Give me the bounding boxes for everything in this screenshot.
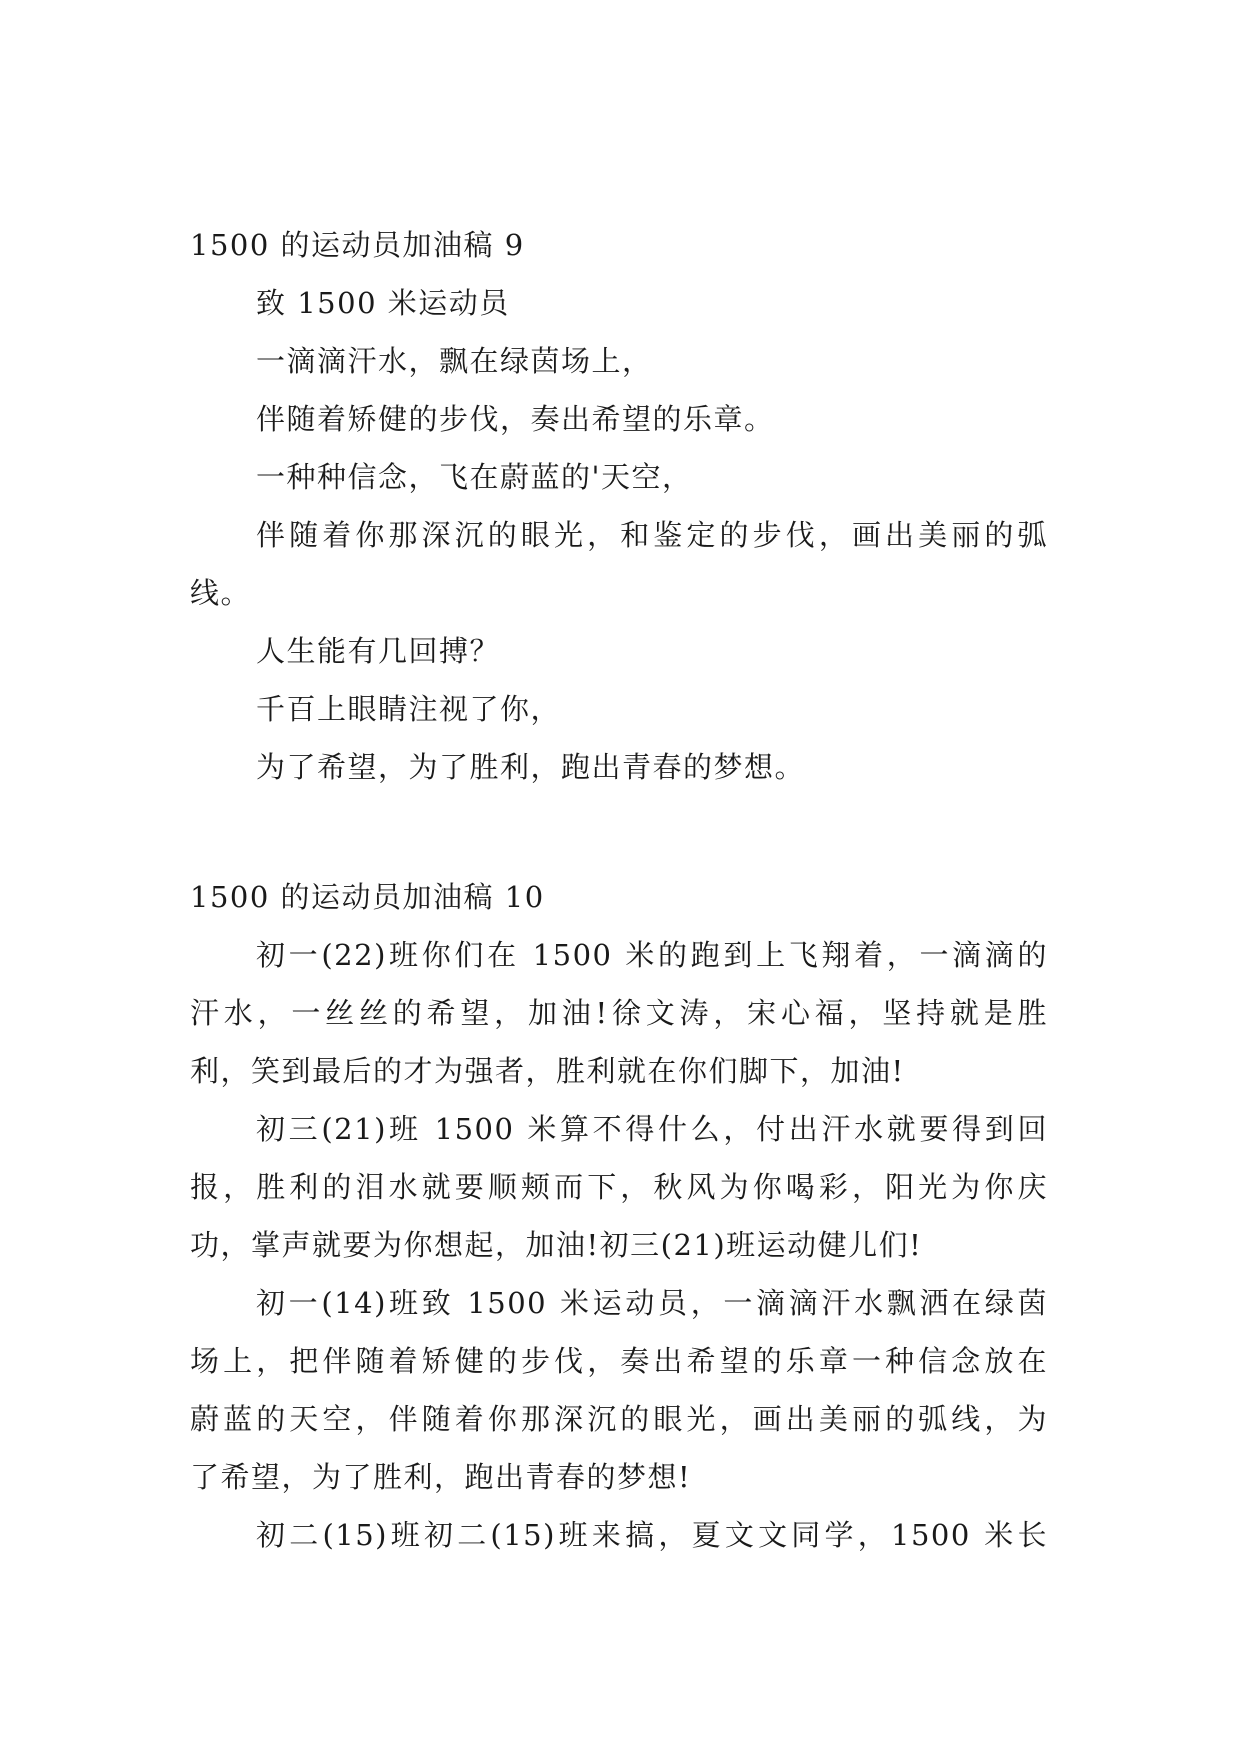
section-9-line: 线。 (190, 576, 252, 610)
section-10-line: 功，掌声就要为你想起，加油!初三(21)班运动健儿们! (190, 1228, 923, 1262)
section-9-line: 一种种信念，飞在蔚蓝的'天空， (256, 460, 693, 494)
section-10-line: 蔚蓝的天空，伴随着你那深沉的眼光，画出美丽的弧线，为 (190, 1402, 1048, 1436)
section-10-line: 了希望，为了胜利，跑出青春的梦想! (190, 1460, 692, 1494)
section-10-heading: 1500 的运动员加油稿 10 (190, 880, 545, 914)
section-9-line: 伴随着矫健的步伐，奏出希望的乐章。 (256, 402, 775, 436)
section-9-line: 千百上眼睛注视了你， (256, 692, 562, 726)
section-9-line: 一滴滴汗水，飘在绿茵场上， (256, 344, 653, 378)
section-10-line: 报，胜利的泪水就要顺颊而下，秋风为你喝彩，阳光为你庆 (190, 1170, 1048, 1204)
section-9-heading: 1500 的运动员加油稿 9 (190, 228, 525, 262)
section-9-line: 致 1500 米运动员 (256, 286, 510, 320)
section-10-line: 利，笑到最后的才为强者，胜利就在你们脚下，加油! (190, 1054, 905, 1088)
section-9-line: 为了希望，为了胜利，跑出青春的梦想。 (256, 750, 806, 784)
section-9-line: 伴随着你那深沉的眼光，和鉴定的步伐，画出美丽的弧 (256, 518, 1048, 552)
document-body (190, 216, 1048, 1564)
section-10-line: 初一(14)班致 1500 米运动员，一滴滴汗水飘洒在绿茵 (256, 1286, 1048, 1320)
section-10-line: 汗水，一丝丝的希望，加油!徐文涛，宋心福，坚持就是胜 (190, 996, 1048, 1030)
section-10-line: 场上，把伴随着矫健的步伐，奏出希望的乐章一种信念放在 (190, 1344, 1048, 1378)
section-gap (190, 796, 1048, 868)
section-10-line: 初二(15)班初二(15)班来搞，夏文文同学，1500 米长 (256, 1518, 1048, 1552)
section-10-line: 初三(21)班 1500 米算不得什么，付出汗水就要得到回 (256, 1112, 1048, 1146)
section-9-line: 人生能有几回搏？ (256, 634, 501, 668)
section-10-line: 初一(22)班你们在 1500 米的跑到上飞翔着，一滴滴的 (256, 938, 1048, 972)
